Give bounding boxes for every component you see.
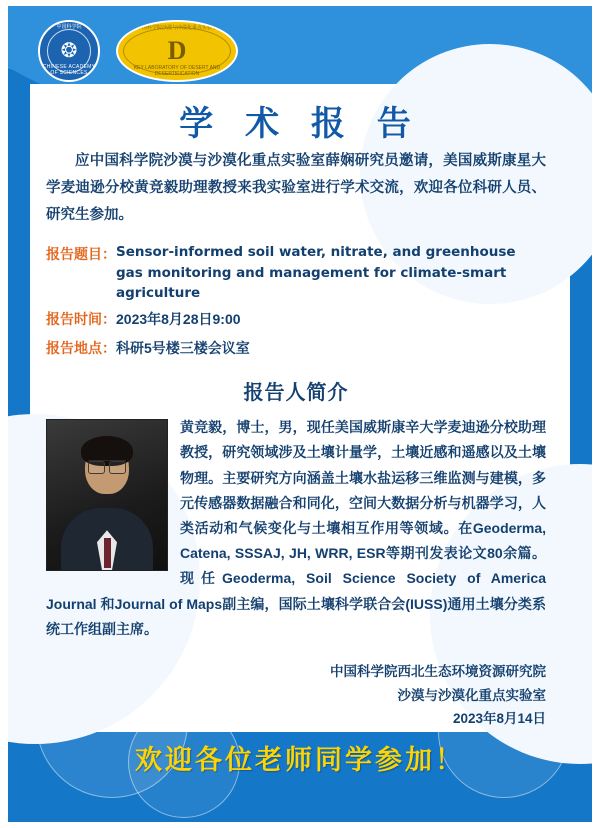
- lab-logo-top-text: 中国科学院沙漠与沙漠化重点实验室: [136, 25, 217, 31]
- speaker-bio-block: [46, 415, 546, 642]
- speaker-bio-heading: 报告人简介: [243, 382, 349, 405]
- talk-location-label: 报告地点：: [46, 339, 116, 356]
- talk-time-row: [46, 307, 546, 332]
- chinese-academy-of-sciences-logo: [38, 20, 100, 82]
- lab-emblem-icon: D: [167, 36, 187, 65]
- talk-topic-row: [46, 242, 546, 303]
- talk-time-label: 报告时间：: [46, 311, 116, 328]
- speaker-bio-text: 黄竞毅，博士，男，现任美国威斯康辛大学麦迪逊分校助理教授，研究领域涉及土壤计量学，土壤近感和遥感以及土壤物理。主要研究方向涵盖土壤水盐运移三维监测与建模，多元传感器数据融合和同化，空间大数据分析与机器学习，人类活动和气候变化与土壤相互作用等领域。在Geoderma, Catena, SSSAJ, JH, WRR, ESR等期刊发表论文80余篇。现任Geoderma, Soil Science Society of America Journal 和Journal of Maps副主编，国际土壤科学联合会(IUSS)通用土壤分类系统工作组副主席。: [46, 419, 546, 637]
- talk-location-row: [46, 336, 546, 361]
- lab-logo-bottom-text: KEY LABORATORY OF DESERT AND DESERTIFICATION: [133, 65, 221, 77]
- talk-topic-label: 报告题目：: [46, 246, 116, 263]
- welcome-slogan: 欢迎各位老师同学参加！: [135, 745, 465, 776]
- academy-emblem-icon: ❂: [60, 40, 78, 62]
- talk-location-value: 科研5号楼三楼会议室: [116, 339, 250, 356]
- page-title: 学 术 报 告: [179, 104, 421, 144]
- key-laboratory-logo: [116, 20, 238, 82]
- logo-group: [38, 20, 238, 82]
- portrait-tie-shape: [104, 538, 111, 568]
- talk-details: [46, 242, 546, 360]
- speaker-portrait-photo: [46, 419, 168, 571]
- invitation-paragraph: 应中国科学院沙漠与沙漠化重点实验室薛娴研究员邀请，美国威斯康星大学麦迪逊分校黄竞毅助理教授来我实验室进行学术交流，欢迎各位科研人员、研究生参加。: [46, 153, 546, 223]
- talk-topic-value: Sensor-informed soil water, nitrate, and greenhouse gas monitoring and management for climate-smart agriculture: [116, 244, 516, 301]
- academy-logo-bottom-text: CHINESE ACADEMY OF SCIENCES: [42, 64, 96, 76]
- issuer-laboratory: 沙漠与沙漠化重点实验室: [397, 687, 546, 703]
- issuer-signoff: [46, 660, 546, 731]
- issue-date: 2023年8月14日: [452, 711, 546, 727]
- glasses-icon: [88, 460, 126, 472]
- academy-logo-top-text: 中国科学院: [56, 24, 82, 30]
- issuer-institute: 中国科学院西北生态环境资源研究院: [330, 663, 546, 679]
- talk-time-value: 2023年8月28日9:00: [116, 311, 241, 328]
- poster-content: [46, 148, 546, 731]
